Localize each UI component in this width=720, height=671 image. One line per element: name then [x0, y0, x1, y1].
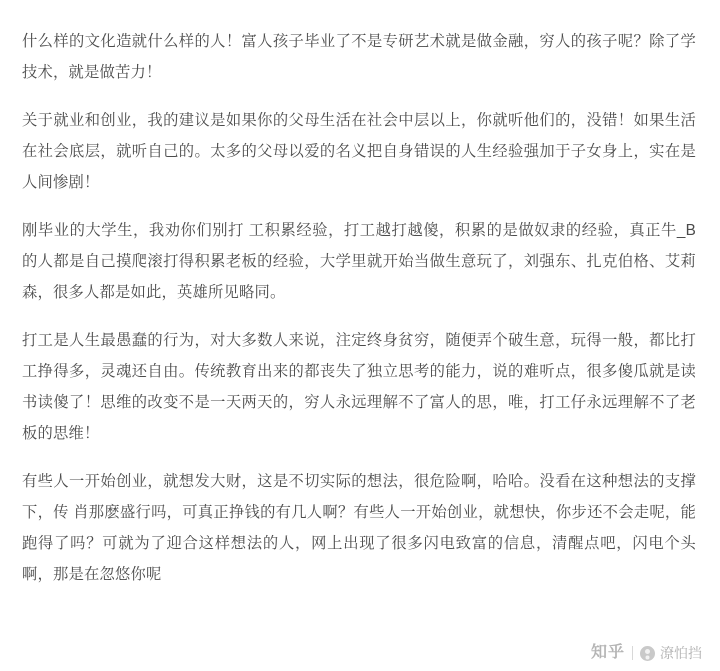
zhihu-logo: 知乎	[590, 644, 625, 661]
watermark-user	[640, 646, 702, 661]
paragraph: 什么样的文化造就什么样的人！富人孩子毕业了不是专研艺术就是做金融，穷人的孩子呢？除了学技术，就是做苦力！	[22, 33, 696, 81]
watermark-divider	[632, 646, 633, 660]
footer-watermark-bar	[0, 627, 720, 671]
watermark	[591, 645, 702, 661]
user-avatar-icon	[640, 646, 655, 661]
paragraph: 有些人一开始创业，就想发大财，这是不切实际的想法，很危险啊，哈哈。没看在这种想法的支撑下，传 肖那麽盛行吗，可真正挣钱的有几人啊？有些人一开始创业，就想快，你步还不会走呢，能跑得了吗？可就为了迎合这样想法的人，网上出现了很多闪电致富的信息，清醒点吧，闪电个头啊，那是在忽悠你呢	[22, 473, 696, 583]
paragraph: 刚毕业的大学生，我劝你们别打 工积累经验，打工越打越傻，积累的是做奴隶的经验，真正牛_B的人都是自己摸爬滚打得积累老板的经验，大学里就开始当做生意玩了，刘强东、扎克伯格、艾莉森，很多人都是如此，英雄所见略同。	[22, 222, 696, 301]
paragraph: 关于就业和创业，我的建议是如果你的父母生活在社会中层以上，你就听他们的，没错！如果生活在社会底层，就听自己的。太多的父母以爱的名义把自身错误的人生经验强加于子女身上，实在是人间惨剧！	[22, 112, 696, 191]
watermark-username: 潦怕挡	[660, 645, 702, 661]
paragraph: 打工是人生最愚蠢的行为，对大多数人来说，注定终身贫穷，随便弄个破生意，玩得一般，都比打工挣得多，灵魂还自由。传统教育出来的都丧失了独立思考的能力，说的难听点，很多傻瓜就是读书读傻了！思维的改变不是一天两天的，穷人永远理解不了富人的思，唯，打工仔永远理解不了老板的思维！	[22, 332, 696, 442]
